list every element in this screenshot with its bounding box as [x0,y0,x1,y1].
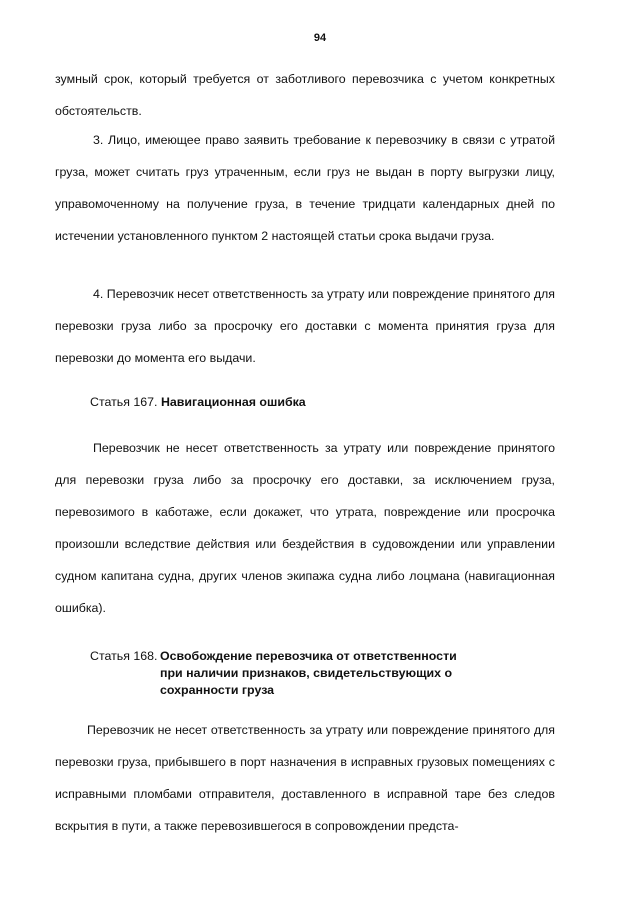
article-168-heading [90,648,470,699]
page-number: 94 [313,32,327,44]
paragraph-1: зумный срок, который требуется от заботливого перевозчика с учетом конкретных обстоятельств. [55,72,555,118]
article-167-heading [90,392,306,412]
paragraph-5: Перевозчик не несет ответственность за утрату или повреждение принятого для перевозки груза, прибывшего в порт назначения в исправных грузовых помещениях с исправными пломбами отправителя, доставленного в исправной таре без следов вскрытия в пути, а также перевозившегося в сопровождении предста- [55,723,555,833]
paragraph-2: 3. Лицо, имеющее право заявить требование к перевозчику в связи с утратой груза, может считать груз утраченным, если груз не выдан в порту выгрузки лицу, управомоченному на получение груза, в течение тридцати календарных дней по истечении установленного пунктом 2 настоящей статьи срока выдачи груза. [55,133,555,243]
paragraph-4: Перевозчик не несет ответственность за утрату или повреждение принятого для перевозки груза либо за просрочку его доставки, за исключением груза, перевозимого в каботаже, если докажет, что утрата, повреждение или просрочка произошли вследствие действия или бездействия в судовождении или управлении судном капитана судна, других членов экипажа судна либо лоцмана (навигационная ошибка). [55,441,555,615]
paragraph-3: 4. Перевозчик несет ответственность за утрату или повреждение принятого для перевозки груза либо за просрочку его доставки с момента принятия груза для перевозки до момента его выдачи. [55,287,555,365]
article-168-number: Статья 168. [90,649,158,663]
article-167-number: Статья 167. [90,395,158,409]
article-168-title: Освобождение перевозчика от ответственности при наличии признаков, свидетельствующих о сохранности груза [160,649,457,697]
article-167-title: Навигационная ошибка [160,395,306,409]
